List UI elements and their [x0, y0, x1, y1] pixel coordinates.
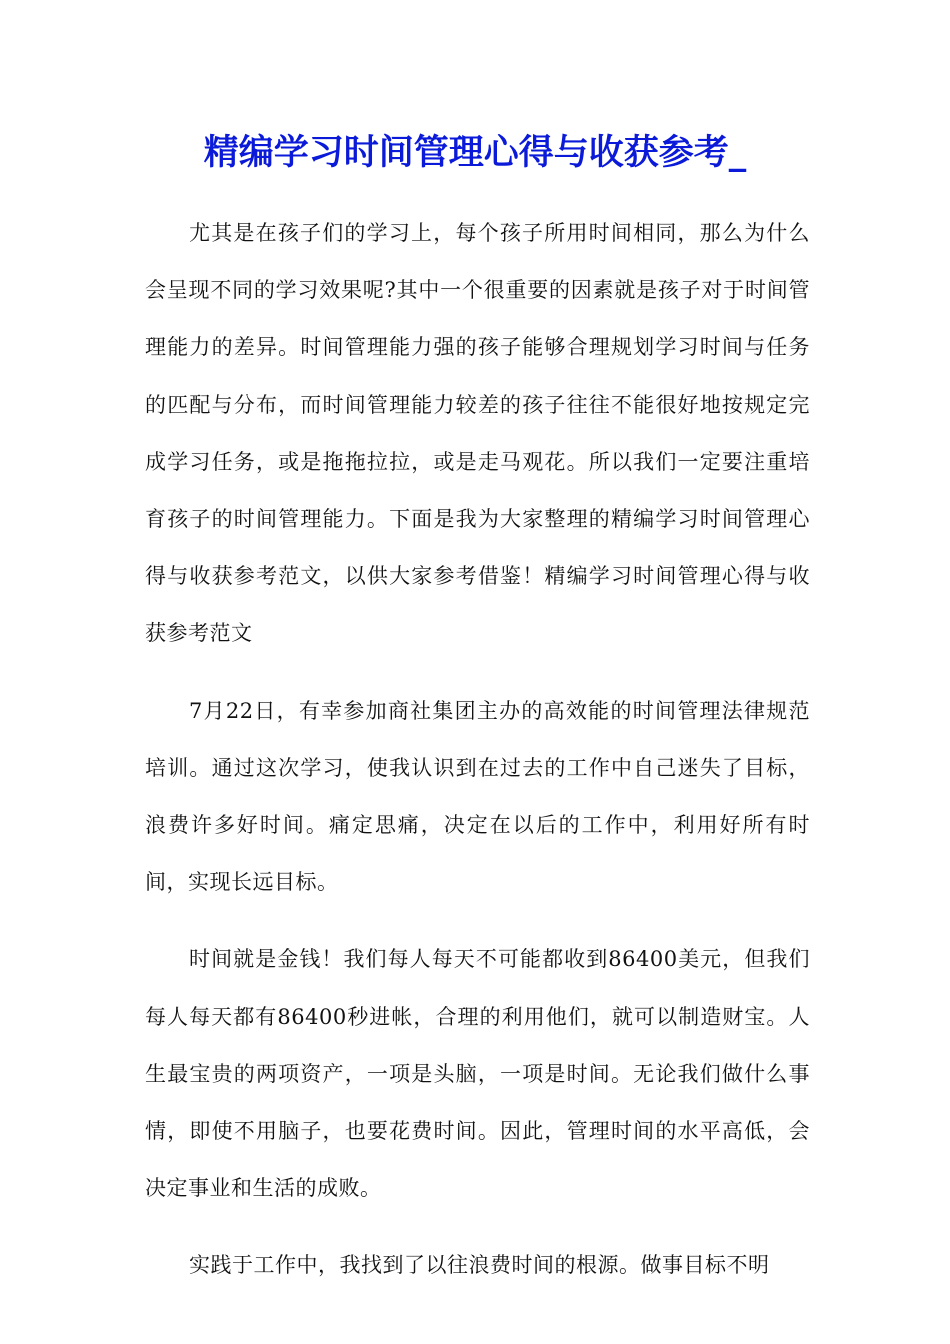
paragraph: 时间就是金钱！我们每人每天不可能都收到86400美元，但我们每人每天都有86400秒进帐，合理的利用他们，就可以制造财宝。人生最宝贵的两项资产，一项是头脑，一项是时间。无论我们做什么事情，即使不用脑子，也要花费时间。因此，管理时间的水平高低，会决定事业和生活的成败。	[145, 947, 810, 1201]
document-title: 精编学习时间管理心得与收获参考_	[203, 132, 747, 173]
paragraph: 实践于工作中，我找到了以往浪费时间的根源。做事目标不明	[189, 1253, 770, 1278]
paragraph: 尤其是在孩子们的学习上，每个孩子所用时间相同，那么为什么会呈现不同的学习效果呢?其中一个很重要的因素就是孩子对于时间管理能力的差异。时间管理能力强的孩子能够合理规划学习时间与任务的匹配与分布，而时间管理能力较差的孩子往往不能很好地按规定完成学习任务，或是拖拖拉拉，或是走马观花。所以我们一定要注重培育孩子的时间管理能力。下面是我为大家整理的精编学习时间管理心得与收获参考范文，以供大家参考借鉴！精编学习时间管理心得与收获参考范文	[145, 221, 810, 646]
paragraph: 7月22日，有幸参加商社集团主办的高效能的时间管理法律规范培训。通过这次学习，使我认识到在过去的工作中自己迷失了目标，浪费许多好时间。痛定思痛，决定在以后的工作中，利用好所有时间，实现长远目标。	[145, 698, 810, 895]
document-body	[145, 205, 810, 1315]
